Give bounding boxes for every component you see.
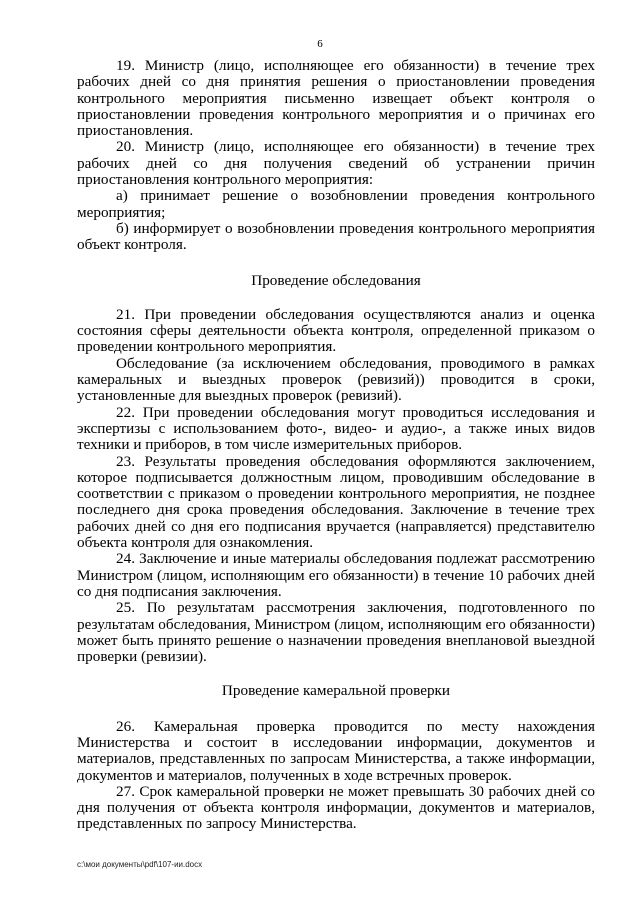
spacer [77, 289, 595, 307]
paragraph-26: 26. Камеральная проверка проводится по месту нахождения Министерства и состоит в исследовании информации, документов и материалов, представленных по запросам Министерства, а также информации, документов и материалов, полученных в ходе встречных проверок. [77, 717, 595, 784]
paragraph-22: 22. При проведении обследования могут проводиться исследования и экспертизы с использованием фото-, видео- и аудио-, а также иных видов техники и приборов, в том числе измерительных приборов. [77, 403, 595, 454]
paragraph-20: 20. Министр (лицо, исполняющее его обязанности) в течение трех рабочих дней со дня получения сведений об устранении причин приостановления контрольного мероприятия: [77, 138, 595, 189]
paragraph-19: 19. Министр (лицо, исполняющее его обязанности) в течение трех рабочих дней со дня принятия решения о приостановлении проведения контрольного мероприятия письменно извещает объект контроля о приостановлении проведения контрольного мероприятия и о причинах его приостановления. [77, 57, 595, 140]
paragraph-20-b: б) информирует о возобновлении проведения контрольного мероприятия объект контроля. [77, 219, 595, 254]
page-number: 6 [317, 38, 323, 50]
paragraph-21-survey-terms: Обследование (за исключением обследования, проводимого в рамках камеральных и выездных проверок (ревизий)) проводится в сроки, установленные для выездных проверок (ревизий). [77, 354, 595, 405]
paragraph-27: 27. Срок камеральной проверки не может превышать 30 рабочих дней со дня получения от объекта контроля информации, документов и материалов, представленных по запросу Министерства. [77, 782, 595, 833]
section-heading-desk-audit: Проведение камеральной проверки [221, 682, 451, 700]
paragraph-20-a: а) принимает решение о возобновлении проведения контрольного мероприятия; [77, 187, 595, 221]
paragraph-21: 21. При проведении обследования осуществляются анализ и оценка состояния сферы деятельности объекта контроля, определенной приказом о проведении контрольного мероприятия. [77, 305, 595, 356]
paragraph-23: 23. Результаты проведения обследования оформляются заключением, которое подписывается должностным лицом, проводившим обследование в соответствии с приказом о проведении контрольного мероприятия, не позднее последнего дня срока проведения обследования. Заключение в течение трех рабочих дней со дня его подписания вручается (направляется) представителю объекта контроля для ознакомления. [77, 452, 595, 552]
spacer [77, 665, 595, 683]
footer-file-path: c:\мои документы\pdf\107-ии.docx [77, 860, 203, 869]
paragraph-25: 25. По результатам рассмотрения заключения, подготовленного по результатам обследования, Министром (лицом, исполняющим его обязанности) может быть принято решение о назначении проведения внеплановой выездной проверки (ревизии). [77, 599, 595, 666]
document-body [77, 58, 595, 833]
paragraph-24: 24. Заключение и иные материалы обследования подлежат рассмотрению Министром (лицом, исполняющим его обязанности) в течение 10 рабочих дней со дня подписания заключения. [77, 550, 595, 600]
section-heading-survey: Проведение обследования [251, 271, 421, 289]
spacer [77, 700, 595, 719]
spacer [77, 254, 595, 273]
